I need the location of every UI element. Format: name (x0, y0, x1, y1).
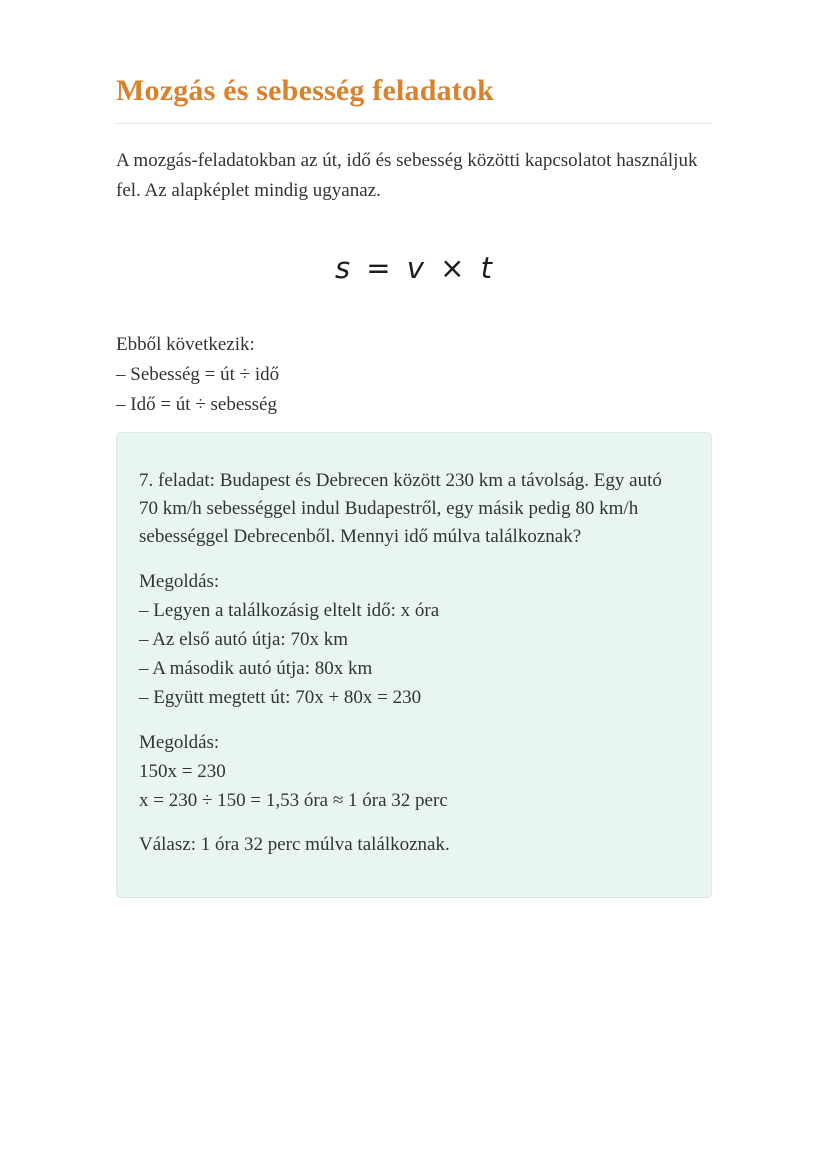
solution-setup (139, 567, 685, 712)
problem-statement: 7. feladat: Budapest és Debrecen között 230 km a távolság. Egy autó 70 km/h sebességgel indul Budapestről, egy másik pedig 80 km/h sebességgel Debrecenből. Mennyi idő múlva találkoznak? (139, 470, 662, 547)
document-page (116, 0, 712, 898)
solution-calculation (139, 728, 685, 815)
solution-setup-label: Megoldás: (139, 571, 220, 592)
solution-setup-step: – Együtt megtett út: 70x + 80x = 230 (139, 687, 422, 708)
derivations-heading: Ebből következik: (116, 334, 255, 355)
problem-box (116, 432, 712, 898)
solution-calc-step: x = 230 ÷ 150 = 1,53 óra ≈ 1 óra 32 perc (139, 790, 448, 811)
solution-calc-label: Megoldás: (139, 732, 220, 753)
answer-line: Válasz: 1 óra 32 perc múlva találkoznak. (139, 834, 450, 855)
solution-calc-step: 150x = 230 (139, 761, 226, 782)
page-title: Mozgás és sebesség feladatok (116, 74, 712, 124)
derivation-line: – Idő = út ÷ sebesség (116, 394, 277, 415)
solution-setup-step: – A második autó útja: 80x km (139, 658, 373, 679)
derivations-list (116, 330, 712, 420)
intro-paragraph: A mozgás-feladatokban az út, idő és sebesség közötti kapcsolatot használjuk fel. Az alapképlet mindig ugyanaz. (116, 150, 698, 201)
solution-setup-step: – Legyen a találkozásig eltelt idő: x óra (139, 600, 440, 621)
solution-setup-step: – Az első autó útja: 70x km (139, 629, 348, 650)
derivation-line: – Sebesség = út ÷ idő (116, 364, 280, 385)
formula: s = v × t (334, 251, 494, 285)
